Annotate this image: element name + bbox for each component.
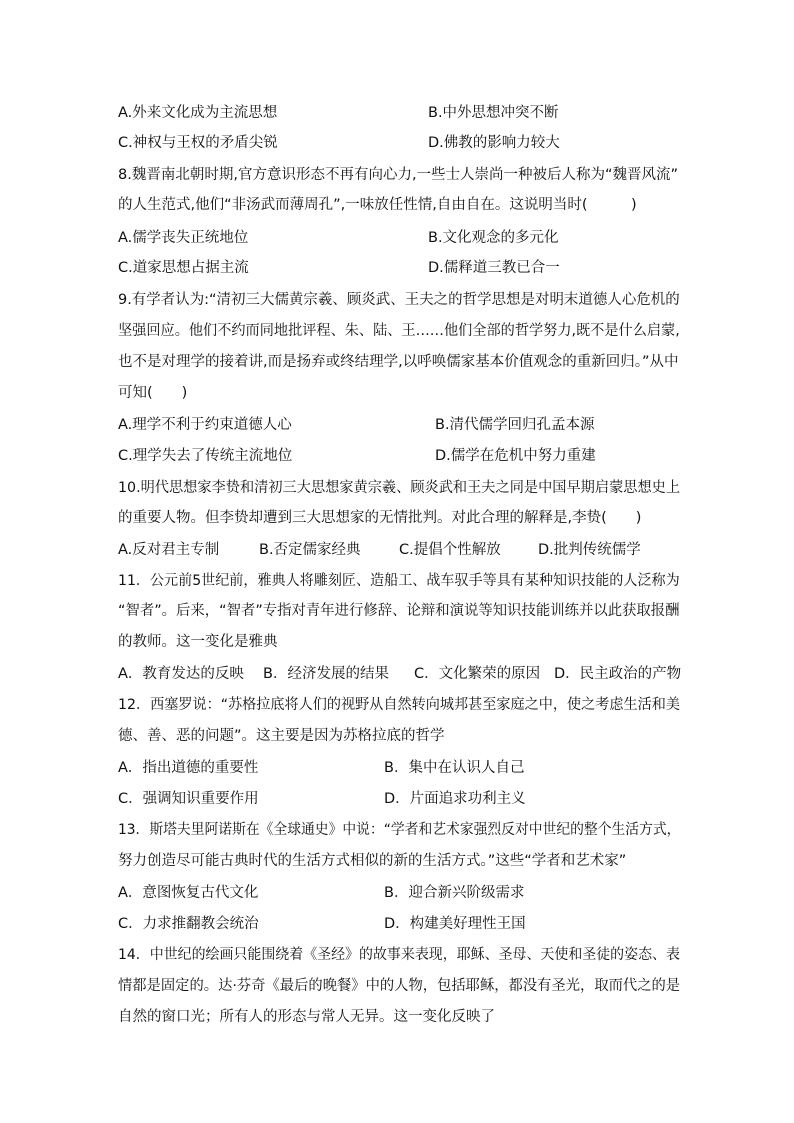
q9-option-d: D.儒学在危机中努力重建 [435, 448, 596, 464]
q9-option-b: B.清代儒学回归孔孟本源 [435, 417, 595, 433]
q10-option-c: C.提倡个性解放 [399, 542, 501, 558]
q9-stem-line-3: 也不是对理学的接着讲,而是扬弃或终结理学,以呼唤儒家基本价值观念的重新回归。”从中 [118, 354, 679, 370]
q8-option-d: D.儒释道三教已合一 [428, 260, 560, 276]
q8-stem-line-1: 8.魏晋南北朝时期,官方意识形态不再有向心力,一些士人崇尚一种被后人称为“魏晋风流” [118, 167, 679, 183]
q10-option-d: D.批判传统儒学 [538, 542, 641, 558]
q10-stem-line-1: 10.明代思想家李贽和清初三大思想家黄宗羲、顾炎武和王夫之同是中国早期启蒙思想史上 [118, 480, 681, 496]
q14-stem-line-3: 自然的窗口光；所有人的形态与常人无异。这一变化反映了 [118, 1009, 495, 1025]
q7-option-d: D.佛教的影响力较大 [428, 135, 560, 151]
q7-option-b: B.中外思想冲突不断 [428, 105, 559, 121]
q11-stem-line-1: 11．公元前5世纪前，雅典人将雕刻匠、造船工、战车驭手等具有某种知识技能的人泛称为 [118, 573, 680, 589]
q11-option-a: A．教育发达的反映 [118, 666, 244, 682]
q12-option-b: B．集中在认识人自己 [384, 760, 525, 776]
q11-option-b: B．经济发展的结果 [263, 666, 389, 682]
q8-stem-line-2: 的人生范式,他们“非汤武而薄周孔”,一味放任性情,自由自在。这说明当时( ) [118, 197, 637, 213]
q10-option-b: B.否定儒家经典 [259, 542, 361, 558]
q14-stem-line-2: 情都是固定的。达·芬奇《最后的晚餐》中的人物，包括耶稣，都没有圣光，取而代之的是 [118, 978, 681, 994]
q12-option-a: A．指出道德的重要性 [118, 760, 259, 776]
q9-stem-line-4: 可知( ) [118, 385, 188, 401]
q8-option-a: A.儒学丧失正统地位 [118, 230, 249, 246]
q13-option-b: B．迎合新兴阶级需求 [384, 885, 525, 901]
q10-option-a: A.反对君主专制 [118, 542, 220, 558]
q7-option-a: A.外来文化成为主流思想 [118, 105, 278, 121]
q12-stem-line-2: 德、善、恶的问题”。这主要是因为苏格拉底的哲学 [118, 728, 445, 744]
q11-stem-line-3: 的教师。这一变化是雅典 [118, 634, 278, 650]
q13-option-a: A．意图恢复古代文化 [118, 885, 259, 901]
q8-option-c: C.道家思想占据主流 [118, 260, 249, 276]
q12-option-c: C．强调知识重要作用 [118, 791, 259, 807]
q8-option-b: B.文化观念的多元化 [428, 230, 559, 246]
q13-option-c: C．力求推翻教会统治 [118, 916, 259, 932]
q11-option-d: D．民主政治的产物 [554, 666, 682, 682]
q9-stem-line-2: 坚强回应。他们不约而同地批评程、朱、陆、王……他们全部的哲学努力,既不是什么启蒙, [118, 323, 680, 339]
q13-stem-line-2: 努力创造尽可能古典时代的生活方式相似的新的生活方式。”这些“学者和艺术家” [118, 853, 627, 869]
q9-option-a: A.理学不利于约束道德人心 [118, 417, 292, 433]
q9-option-c: C.理学失去了传统主流地位 [118, 448, 293, 464]
q9-stem-line-1: 9.有学者认为:“清初三大儒黄宗羲、顾炎武、王夫之的哲学思想是对明末道德人心危机的 [118, 292, 680, 308]
q7-option-c: C.神权与王权的矛盾尖锐 [118, 135, 278, 151]
q13-stem-line-1: 13．斯塔夫里阿诺斯在《全球通史》中说：“学者和艺术家强烈反对中世纪的整个生活方式， [118, 822, 681, 838]
q12-option-d: D．片面追求功利主义 [384, 791, 526, 807]
q14-stem-line-1: 14．中世纪的绘画只能围绕着《圣经》的故事来表现，耶稣、圣母、天使和圣徒的姿态、表 [118, 947, 680, 963]
q13-option-d: D．构建美好理性王国 [384, 916, 526, 932]
q12-stem-line-1: 12．西塞罗说：“苏格拉底将人们的视野从自然转向城邦甚至家庭之中，使之考虑生活和美 [118, 697, 680, 713]
q10-stem-line-2: 的重要人物。但李贽却遭到三大思想家的无情批判。对此合理的解释是,李贽( ) [118, 510, 642, 526]
q11-option-c: C．文化繁荣的原因 [414, 666, 541, 682]
q11-stem-line-2: “智者”。后来，“智者”专指对青年进行修辞、论辩和演说等知识技能训练并以此获取报酬 [118, 603, 680, 619]
